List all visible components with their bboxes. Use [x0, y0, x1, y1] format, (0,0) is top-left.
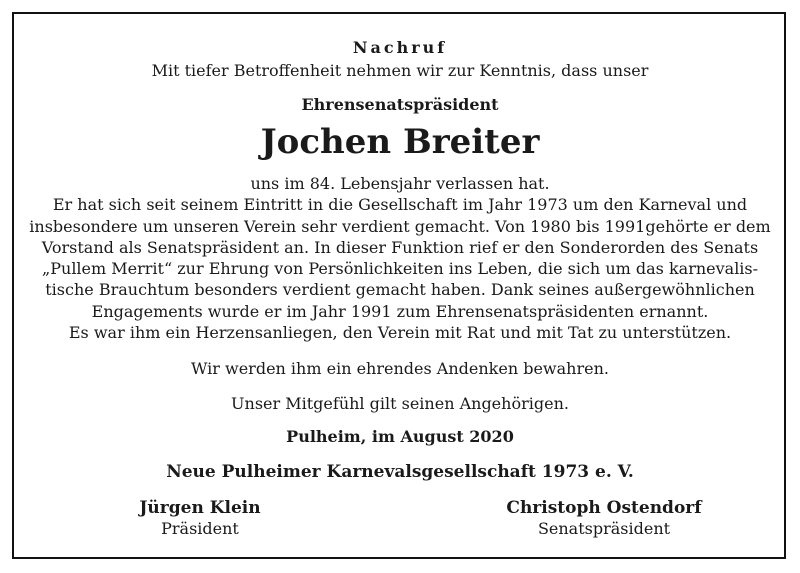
body-line: insbesondere um unseren Verein sehr verdient gemacht. Von 1980 bis 1991gehörte er dem	[29, 216, 771, 236]
body-line: Es war ihm ein Herzensanliegen, den Verein mit Rat und mit Tat zu unterstützen.	[68, 323, 732, 343]
signatory-name: Jürgen Klein	[139, 498, 261, 518]
honorary-title: Ehrensenatspräsident	[301, 95, 499, 114]
body-line: uns im 84. Lebensjahr verlassen hat.	[250, 174, 550, 193]
memory-text: Wir werden ihm ein ehrendes Andenken bewahren.	[191, 359, 609, 378]
signatory-name: Christoph Ostendorf	[506, 498, 702, 518]
body-line: Engagements wurde er im Jahr 1991 zum Ehrensenatspräsidenten ernannt.	[91, 301, 709, 321]
signatory-role: Senatspräsident	[537, 519, 671, 538]
society-name: Neue Pulheimer Karnevalsgesellschaft 1973 e. V.	[166, 462, 634, 482]
sympathy-text: Unser Mitgefühl gilt seinen Angehörigen.	[231, 394, 569, 413]
signatory-left	[100, 497, 300, 539]
signatory-right	[464, 497, 744, 539]
place-date: Pulheim, im August 2020	[286, 427, 514, 446]
deceased-name: Jochen Breiter	[260, 122, 540, 162]
notice-heading: Nachruf	[352, 38, 448, 57]
body-line: „Pullem Merrit“ zur Ehrung von Persönlichkeiten ins Leben, die sich um das karnevalis-	[41, 259, 759, 279]
signatory-role: Präsident	[161, 519, 239, 538]
body-text	[0, 173, 800, 343]
body-line: Er hat sich seit seinem Eintritt in die Gesellschaft im Jahr 1973 um den Karneval und	[52, 195, 748, 215]
intro-text: Mit tiefer Betroffenheit nehmen wir zur Kenntnis, dass unser	[151, 61, 649, 80]
body-line: Vorstand als Senatspräsident an. In dieser Funktion rief er den Sonderorden des Senats	[41, 237, 759, 257]
body-line: tische Brauchtum besonders verdient gemacht haben. Dank seines außergewöhnlichen	[45, 280, 755, 300]
